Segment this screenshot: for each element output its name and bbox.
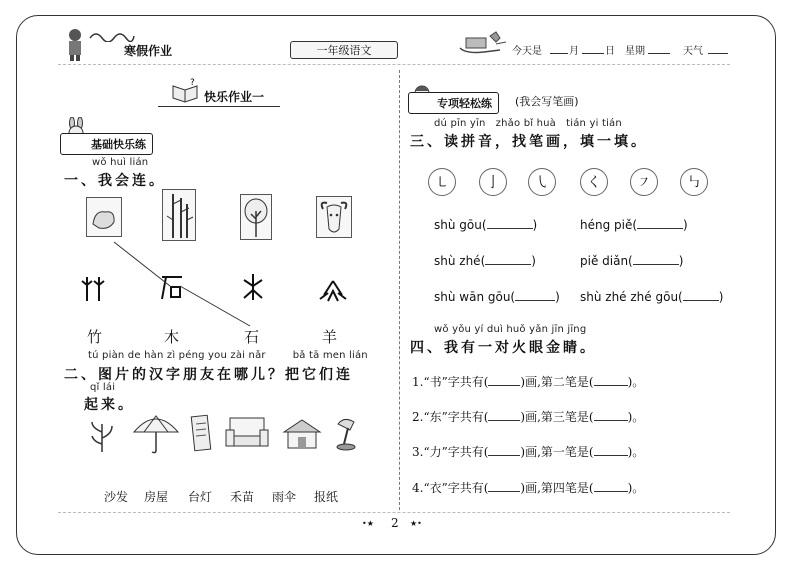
q1-word-3: 羊: [322, 328, 338, 346]
picture-sheep-icon: [316, 196, 352, 238]
right-section-tag: 专项轻松练: [408, 92, 499, 114]
book-icon: [170, 76, 200, 106]
q2-word-5: 报纸: [314, 490, 339, 504]
weekday-label: 星期: [625, 46, 645, 57]
q2-pinyin-line1: tú piàn de hàn zì péng you zài nǎr bǎ tā men lián: [88, 350, 368, 361]
q3-item-label: piě diǎn(: [580, 254, 633, 268]
stroke-circle-2: ㇂: [528, 168, 556, 196]
picture-seedling-icon: [88, 418, 116, 454]
footer-divider: [58, 512, 730, 513]
month-label: 月: [569, 46, 579, 57]
stroke-circle-3: く: [580, 168, 608, 196]
q3-pinyin: dú pīn yīn zhǎo bǐ huà tián yi tián: [434, 118, 622, 129]
q2-word-1: 房屋: [144, 490, 169, 504]
stroke-circle-4: ㇇: [630, 168, 658, 196]
q1-pinyin: wǒ huì lián: [92, 157, 149, 168]
weather-blank: [708, 53, 728, 54]
q2-title-line2: 起来。: [84, 397, 135, 413]
q2-title-line1: 二、图片的汉字朋友在哪儿？把它们连: [64, 367, 353, 383]
picture-umbrella-icon: [132, 412, 180, 456]
picture-lamp-icon: [334, 414, 360, 452]
q3-item-5[interactable]: shù zhé zhé gōu( ): [580, 290, 724, 304]
column-divider: [399, 70, 400, 510]
q3-item-3[interactable]: piě diǎn( ): [580, 254, 684, 268]
q3-item-4[interactable]: shù wān gōu( ): [434, 290, 560, 304]
match-lines: [100, 230, 270, 330]
picture-sofa-icon: [224, 416, 270, 450]
q3-item-label: shù zhé(: [434, 254, 486, 268]
picture-newspaper-icon: [190, 414, 212, 452]
stroke-circle-1: 亅: [479, 168, 507, 196]
stroke-circle-5: ㇉: [680, 168, 708, 196]
logo-icon: [60, 26, 90, 62]
logo-script-icon: [88, 27, 136, 39]
q3-item-label: shù gōu(: [434, 218, 487, 232]
left-title: 快乐作业一: [204, 90, 265, 104]
ancient-char-sheep-icon: [318, 277, 348, 303]
q1-word-2: 石: [244, 328, 260, 346]
q4-line-2[interactable]: 3.“力”字共有( )画,第一笔是( )。: [412, 445, 645, 459]
logo-text: 寒假作业: [124, 44, 173, 58]
header-divider: [58, 64, 730, 65]
footer-star-right-icon: ★•: [410, 519, 422, 528]
q4-line-0[interactable]: 1.“书”字共有( )画,第二笔是( )。: [412, 375, 645, 389]
q1-word-0: 竹: [87, 328, 103, 346]
left-title-underline: [158, 106, 280, 107]
day-label: 日: [605, 46, 615, 57]
q3-item-label: héng piě(: [580, 218, 638, 232]
q3-item-0[interactable]: shù gōu( ): [434, 218, 538, 232]
sleigh-icon: [456, 30, 512, 56]
q1-title: 一、我会连。: [64, 173, 166, 189]
weekday-blank: [648, 53, 670, 54]
q3-item-label: shù wān gōu(: [434, 290, 516, 304]
right-section-sub: (我会写笔画): [515, 95, 579, 108]
page-number: 2: [391, 516, 399, 530]
stroke-circle-0: ㇄: [428, 168, 456, 196]
picture-house-icon: [282, 418, 322, 450]
q2-word-3: 禾苗: [230, 490, 255, 504]
q3-item-1[interactable]: héng piě( ): [580, 218, 688, 232]
q2-word-4: 雨伞: [272, 490, 297, 504]
q4-line-1[interactable]: 2.“东”字共有( )画,第三笔是( )。: [412, 410, 645, 424]
q1-word-1: 木: [164, 328, 180, 346]
weather-label: 天气: [683, 46, 703, 57]
q4-pinyin: wǒ yǒu yí duì huǒ yǎn jīn jīng: [434, 324, 587, 335]
grade-badge: 一年级语文: [290, 41, 398, 59]
q2-pinyin-line2: qǐ lái: [90, 382, 116, 393]
q3-item-2[interactable]: shù zhé( ): [434, 254, 536, 268]
footer-star-left-icon: •★: [362, 519, 374, 528]
date-today-label: 今天是: [512, 46, 542, 57]
q3-item-label: shù zhé zhé gōu(: [580, 290, 683, 304]
q2-word-0: 沙发: [104, 490, 129, 504]
q4-line-3[interactable]: 4.“衣”字共有( )画,第四笔是( )。: [412, 481, 645, 495]
svg-text:?: ?: [190, 78, 195, 88]
month-blank: [550, 53, 568, 54]
q3-title: 三、读拼音，找笔画，填一填。: [410, 134, 648, 150]
q2-word-2: 台灯: [188, 490, 213, 504]
day-blank: [582, 53, 604, 54]
q4-title: 四、我有一对火眼金睛。: [410, 340, 597, 356]
left-section-tag: 基础快乐练: [60, 133, 153, 155]
